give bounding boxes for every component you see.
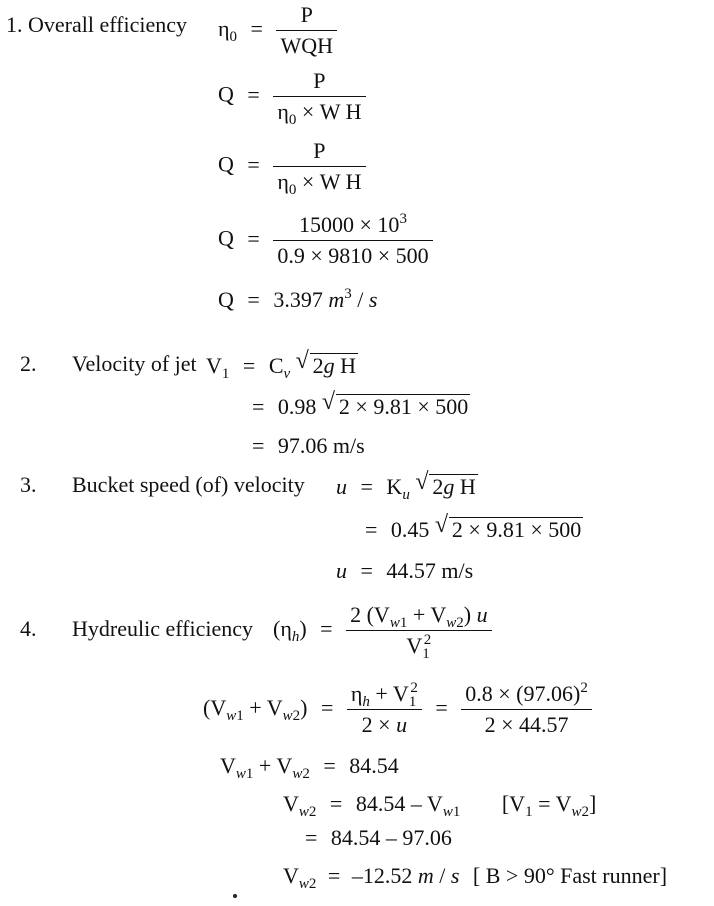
eq-lhs: $(V_{w1} + V_{w2})$: [203, 694, 308, 724]
eq-rhs: 0.45 √ 2 × 9.81 × 500: [390, 512, 582, 542]
sqrt-symbol: √ 2 × 9.81 × 500: [321, 389, 469, 419]
equals-sign: =: [329, 791, 343, 816]
eq-4-4: [283, 791, 597, 820]
step-number: 1.: [6, 12, 23, 37]
fraction: [347, 680, 422, 737]
eq-3-1: [336, 469, 478, 503]
eq-lhs: $V_{w2}$: [283, 863, 317, 892]
denominator: $V_1^2$: [346, 630, 491, 657]
eq-rhs: $K_u$ √ 2g H: [386, 469, 476, 503]
eq-1-2: [218, 68, 366, 128]
numerator: P: [313, 68, 326, 93]
equals-sign: =: [327, 863, 341, 888]
equals-sign: =: [323, 753, 336, 778]
equals-sign: =: [250, 15, 263, 41]
eq-3-3: [336, 560, 473, 582]
eq-note: $[V_1 = V_{w2}]$: [501, 791, 597, 820]
fraction: [276, 4, 337, 57]
equals-sign: =: [360, 474, 373, 499]
equals-sign: =: [252, 394, 265, 419]
equals-sign: =: [247, 225, 260, 251]
denominator: 2 × 44.57: [461, 709, 592, 736]
equals-sign: =: [247, 151, 260, 177]
step-number: 3.: [20, 472, 37, 497]
eq-rhs: 3.397 $m^3$ / s: [273, 286, 378, 312]
equals-sign: =: [305, 825, 318, 850]
numerator: $15000 \times 10^3$: [299, 211, 407, 237]
equals-sign: =: [247, 287, 260, 312]
eq-1-5: [218, 286, 378, 312]
eq-rhs: $C_v$ √ 2g H: [268, 348, 357, 382]
eq-rhs: 84.54: [349, 753, 399, 778]
eq-lhs: Q: [218, 81, 234, 107]
eq-lhs: Q: [218, 151, 234, 177]
eq-lhs: u: [336, 474, 347, 499]
step-1-heading: [6, 14, 187, 36]
eq-lhs: $\eta_0$: [218, 15, 238, 45]
eq-3-2: [365, 512, 583, 542]
fraction: [273, 68, 365, 128]
denominator: $\eta_0 \times W$ H: [273, 166, 365, 193]
eq-rhs: –12.52 m / s: [351, 863, 460, 888]
eq-rhs: $84.54 - V_{w1}$: [355, 791, 461, 820]
step-4-heading: [20, 618, 253, 640]
denominator: WQH: [276, 30, 337, 57]
equals-sign: =: [320, 615, 333, 641]
numerator: $\eta_h + V_1^2$: [350, 680, 418, 710]
eq-note: [ B > 90° Fast runner]: [472, 863, 668, 888]
eq-rhs: 84.54 – 97.06: [330, 825, 452, 850]
numerator: P: [313, 138, 326, 163]
step-label: Velocity of jet: [72, 351, 197, 376]
numerator: 2 $(V_{w1} + V_{w2})$ u: [350, 602, 488, 631]
step-number: 2.: [20, 351, 37, 376]
eq-2-2: [252, 389, 470, 419]
eq-rhs: 44.57 m/s: [386, 558, 474, 583]
sqrt-symbol: √ 2g H: [295, 348, 357, 378]
eq-lhs: $(\eta_h)$: [273, 615, 307, 645]
step-3-heading: [20, 474, 305, 496]
denominator: 2 × u: [347, 709, 422, 736]
eq-4-1: [273, 602, 492, 662]
equals-sign: =: [435, 694, 448, 720]
equals-sign: =: [247, 81, 260, 107]
step-number: 4.: [20, 616, 37, 641]
sqrt-symbol: √ 2g H: [415, 469, 476, 499]
numerator: $0.8 \times (97.06)^2$: [465, 680, 588, 706]
fraction: [273, 138, 365, 198]
eq-rhs: 97.06 m/s: [277, 433, 365, 458]
eq-1-4: [218, 211, 433, 268]
step-label: Hydreulic efficiency: [72, 616, 254, 641]
eq-1-3: [218, 138, 366, 198]
fraction: [273, 211, 432, 268]
denominator: 0.9 × 9810 × 500: [273, 240, 432, 267]
eq-1-1: [218, 4, 337, 57]
denominator: $\eta_0 \times W$ H: [273, 96, 365, 123]
numerator: P: [300, 2, 313, 27]
eq-lhs: $V_1$: [206, 353, 230, 382]
step-label: Overall efficiency: [28, 12, 188, 37]
eq-lhs: Q: [218, 225, 234, 251]
eq-2-3: [252, 435, 365, 457]
eq-lhs: $V_{w1} + V_{w2}$: [220, 753, 310, 782]
eq-4-5: [305, 827, 452, 849]
equals-sign: =: [252, 433, 265, 458]
eq-4-2: [203, 680, 592, 737]
eq-4-6: [283, 863, 668, 892]
eq-lhs: u: [336, 558, 347, 583]
equals-sign: =: [242, 353, 256, 378]
stray-dot: [233, 894, 237, 898]
step-2-heading: [20, 353, 197, 375]
eq-lhs: Q: [218, 287, 234, 312]
fraction: [461, 680, 592, 737]
equals-sign: =: [320, 694, 334, 720]
fraction: [346, 602, 491, 662]
sqrt-symbol: √ 2 × 9.81 × 500: [434, 512, 582, 542]
equals-sign: =: [360, 558, 373, 583]
eq-lhs: $V_{w2}$: [283, 791, 317, 820]
equals-sign: =: [365, 517, 378, 542]
eq-4-3: [220, 753, 399, 782]
eq-rhs: 0.98 √ 2 × 9.81 × 500: [277, 389, 469, 419]
eq-2-1: [206, 348, 358, 382]
step-label: Bucket speed (of) velocity: [72, 472, 305, 497]
